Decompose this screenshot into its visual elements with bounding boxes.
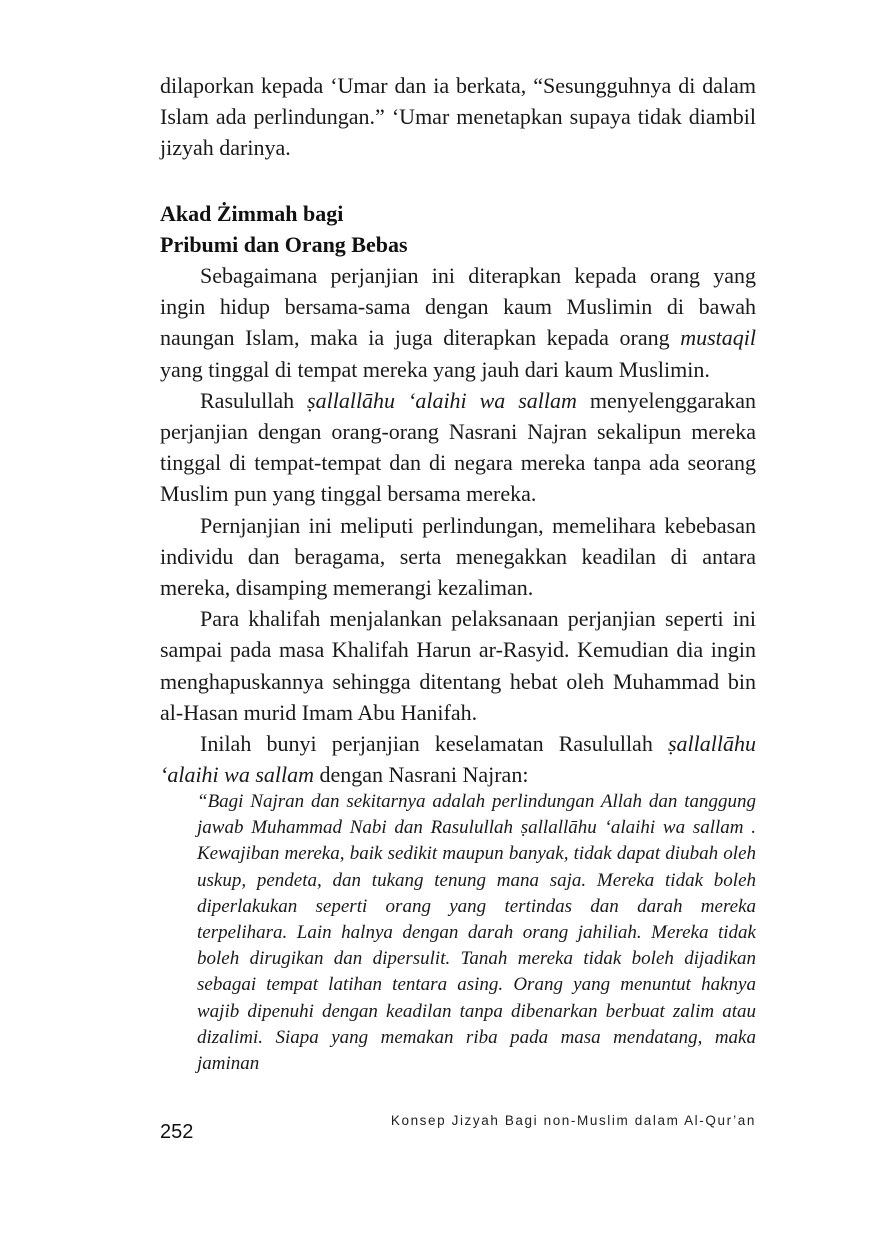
p2-salutation: ṣallallāhu ‘alaihi wa sallam <box>307 387 577 413</box>
p1-italic-term: mustaqil <box>680 325 756 351</box>
section-heading <box>160 198 756 260</box>
paragraph-4: Para khalifah menjalankan pelaksanaan perjanjian seperti ini sampai pada masa Khalifah Harun ar-Rasyid. Kemudian dia ingin menghapuskannya sehingga ditentang hebat oleh Muhammad bin al-Hasan murid Imam Abu Hanifah. <box>160 606 756 725</box>
p5-salutation: ṣallallāhu ‘alaihi wa sallam <box>160 731 756 788</box>
heading-line-1: Akad Żimmah bagi <box>160 201 344 226</box>
p1-text-end: yang tinggal di tempat mereka yang jauh dari kaum Muslimin. <box>160 356 710 382</box>
page-number: 252 <box>160 1121 194 1143</box>
body-text <box>160 260 756 790</box>
p2-text: Rasulullah <box>200 387 308 413</box>
heading-line-2: Pribumi dan Orang Bebas <box>160 232 408 257</box>
paragraph-5 <box>160 728 756 790</box>
paragraph-text: dilaporkan kepada ‘Umar dan ia berkata, “Sesungguhnya di dalam Islam ada perlindungan.” ‘Umar menetapkan supaya tidak diambil jizyah darinya. <box>160 73 756 161</box>
paragraph-3: Pernjanjian ini meliputi perlindungan, memelihara kebebasan individu dan beragama, serta menegakkan keadilan di antara mereka, disamping memerangi kezaliman. <box>160 512 756 601</box>
paragraph-2 <box>160 385 756 510</box>
paragraph-1 <box>160 260 756 385</box>
treaty-quote: “Bagi Najran dan sekitarnya adalah perlindungan Allah dan tanggung jawab Muhammad Nabi dan Rasulullah ṣallallāhu ‘alaihi wa sallam . Kewajiban mereka, baik sedikit maupun banyak, tidak dapat diubah oleh uskup, pendeta, dan tukang tenung mana saja. Mereka tidak boleh diperlakukan seperti orang yang tertindas dan darah mereka terpelihara. Lain halnya dengan darah orang jahiliah. Mereka tidak boleh dirugikan dan dipersulit. Tanah mereka tidak boleh dijadikan sebagai tempat latihan tentara asing. Orang yang menuntut haknya wajib dipenuhi dengan keadilan tanpa dibenarkan berbuat zalim atau dizalimi. Siapa yang memakan riba pada masa mendatang, maka jaminan <box>197 791 756 1075</box>
p1-text: Sebagaimana perjanjian ini diterapkan kepada orang yang ingin hidup bersama-sama dengan kaum Muslimin di bawah naungan Islam, maka ia juga diterapkan kepada orang <box>160 263 756 351</box>
continuation-paragraph <box>160 70 756 164</box>
p2-text-end: menyelenggarakan perjanjian dengan orang-orang Nasrani Najran sekalipun mereka tinggal di tempat-tempat dan di negara mereka tanpa ada seorang Muslim pun yang tinggal bersama mereka. <box>160 387 756 507</box>
running-footer-title: Konsep Jizyah Bagi non-Muslim dalam Al-Qur’an <box>390 1113 756 1128</box>
p5-text: Inilah bunyi perjanjian keselamatan Rasulullah <box>200 731 668 757</box>
p5-text-end: dengan Nasrani Najran: <box>314 762 529 788</box>
